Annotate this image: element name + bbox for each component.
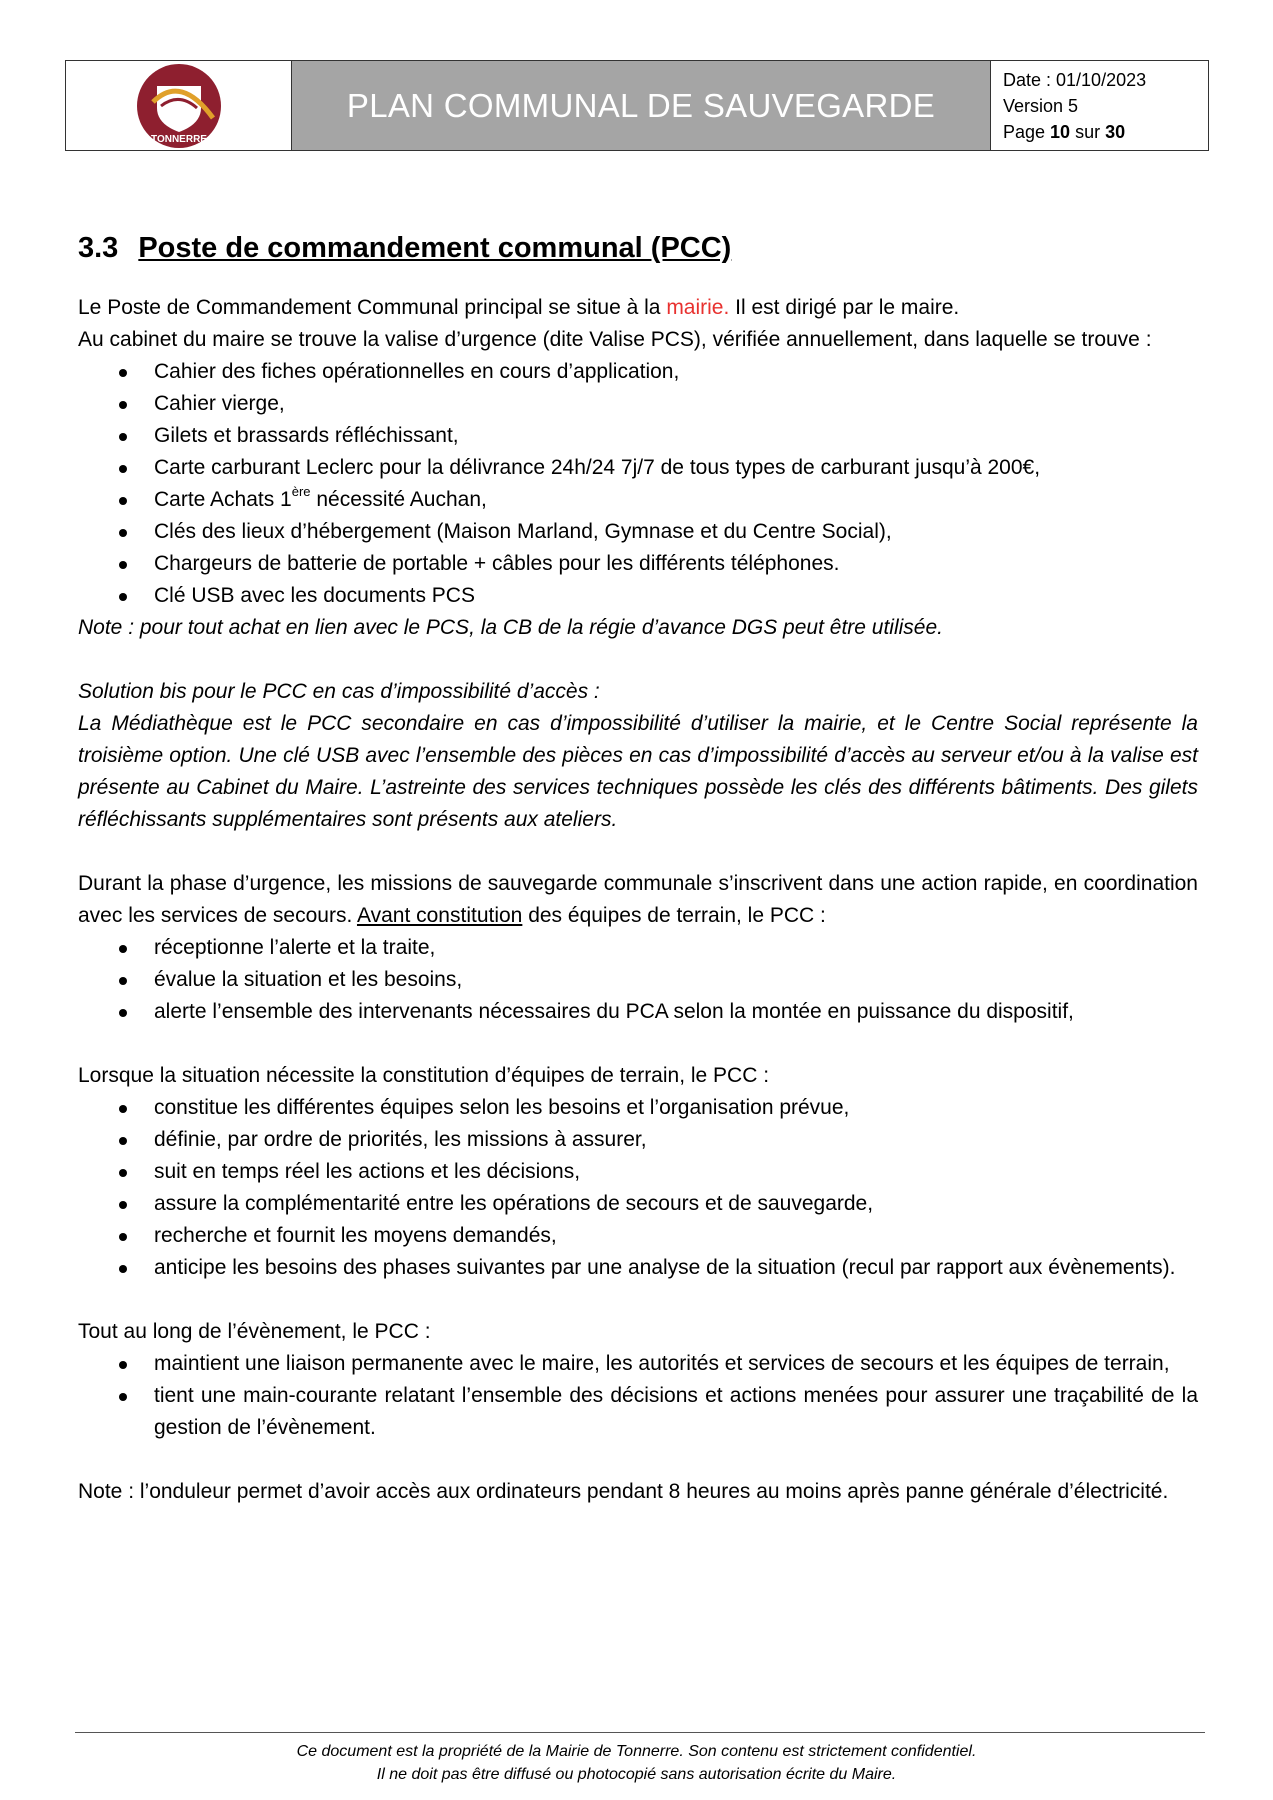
section-number: 3.3 (78, 232, 119, 264)
footer-line-2: Il ne doit pas être diffusé ou photocopié sans autorisation écrite du Maire. (376, 1766, 897, 1783)
svg-text:TONNERRE: TONNERRE (150, 133, 207, 145)
terrain-list (78, 1092, 1198, 1284)
document-meta (991, 61, 1208, 150)
date-label: Date : 01/10/2023 (1003, 70, 1147, 90)
page-content (78, 228, 1198, 1508)
section-heading (78, 228, 1198, 268)
list-item: Cahier vierge, (78, 388, 1198, 420)
urgence-intro: Durant la phase d’urgence, les missions de sauvegarde communale s’inscrivent dans une action rapide, en coordination avec les services de secours. Avant constitution des équipes de terrain, le PCC : (78, 872, 1198, 927)
tonnerre-logo-icon (131, 62, 227, 150)
page-header (65, 60, 1209, 151)
logo-cell (66, 61, 292, 150)
list-item: Cahier des fiches opérationnelles en cours d’application, (78, 356, 1198, 388)
list-item: Gilets et brassards réfléchissant, (78, 420, 1198, 452)
terrain-intro: Lorsque la situation nécessite la constitution d’équipes de terrain, le PCC : (78, 1064, 770, 1087)
footer-line-1: Ce document est la propriété de la Mairie de Tonnerre. Son contenu est strictement confidentiel. (296, 1743, 977, 1760)
list-item: maintient une liaison permanente avec le maire, les autorités et services de secours et les équipes de terrain, (78, 1348, 1198, 1380)
intro-line-2: Au cabinet du maire se trouve la valise d’urgence (dite Valise PCS), vérifiée annuellement, dans laquelle se trouve : (78, 328, 1152, 351)
solution-title: Solution bis pour le PCC en cas d’impossibilité d’accès : (78, 680, 600, 703)
list-item: Clé USB avec les documents PCS (78, 580, 1198, 612)
list-item: recherche et fournit les moyens demandés, (78, 1220, 1198, 1252)
list-item: Clés des lieux d’hébergement (Maison Marland, Gymnase et du Centre Social), (78, 516, 1198, 548)
list-item: évalue la situation et les besoins, (78, 964, 1198, 996)
list-item: Carte carburant Leclerc pour la délivrance 24h/24 7j/7 de tous types de carburant jusqu’à 200€, (78, 452, 1198, 484)
list-item: Chargeurs de batterie de portable + câbles pour les différents téléphones. (78, 548, 1198, 580)
list-item: assure la complémentarité entre les opérations de secours et de sauvegarde, (78, 1188, 1198, 1220)
list-item: constitue les différentes équipes selon les besoins et l’organisation prévue, (78, 1092, 1198, 1124)
page-number: Page 10 sur 30 (1003, 122, 1126, 142)
solution-text: La Médiathèque est le PCC secondaire en cas d’impossibilité d’utiliser la mairie, et le Centre Social représente la troisième option. Une clé USB avec l’ensemble des pièces en cas d’impossibilité d’accès au serveur et/ou à la valise est présente au Cabinet du Maire. L’astreinte des services techniques possède les clés des différents bâtiments. Des gilets réfléchissants supplémentaires sont présents aux ateliers. (78, 712, 1198, 831)
list-item: définie, par ordre de priorités, les missions à assurer, (78, 1124, 1198, 1156)
list-item: réceptionne l’alerte et la traite, (78, 932, 1198, 964)
list-item: anticipe les besoins des phases suivantes par une analyse de la situation (recul par rapport aux évènements). (78, 1252, 1198, 1284)
version-label: Version 5 (1003, 96, 1079, 116)
footer-divider (75, 1732, 1205, 1733)
long-intro: Tout au long de l’évènement, le PCC : (78, 1320, 431, 1343)
intro-line-1: Le Poste de Commandement Communal principal se situe à la mairie. Il est dirigé par le maire. (78, 296, 960, 319)
note-cb: Note : pour tout achat en lien avec le PCS, la CB de la régie d’avance DGS peut être utilisée. (78, 616, 943, 639)
page-footer (0, 1740, 1273, 1786)
urgence-list (78, 932, 1198, 1028)
list-item: alerte l’ensemble des intervenants nécessaires du PCA selon la montée en puissance du dispositif, (78, 996, 1198, 1028)
note-onduleur: Note : l’onduleur permet d’avoir accès aux ordinateurs pendant 8 heures au moins après panne générale d’électricité. (78, 1480, 1169, 1503)
list-item: suit en temps réel les actions et les décisions, (78, 1156, 1198, 1188)
document-title: PLAN COMMUNAL DE SAUVEGARDE (292, 61, 991, 150)
valise-list (78, 356, 1198, 612)
list-item: Carte Achats 1ère nécessité Auchan, (78, 484, 1198, 516)
section-title: Poste de commandement communal (PCC) (138, 232, 732, 264)
list-item: tient une main-courante relatant l’ensemble des décisions et actions menées pour assurer une traçabilité de la gestion de l’évènement. (78, 1380, 1198, 1444)
long-list (78, 1348, 1198, 1444)
